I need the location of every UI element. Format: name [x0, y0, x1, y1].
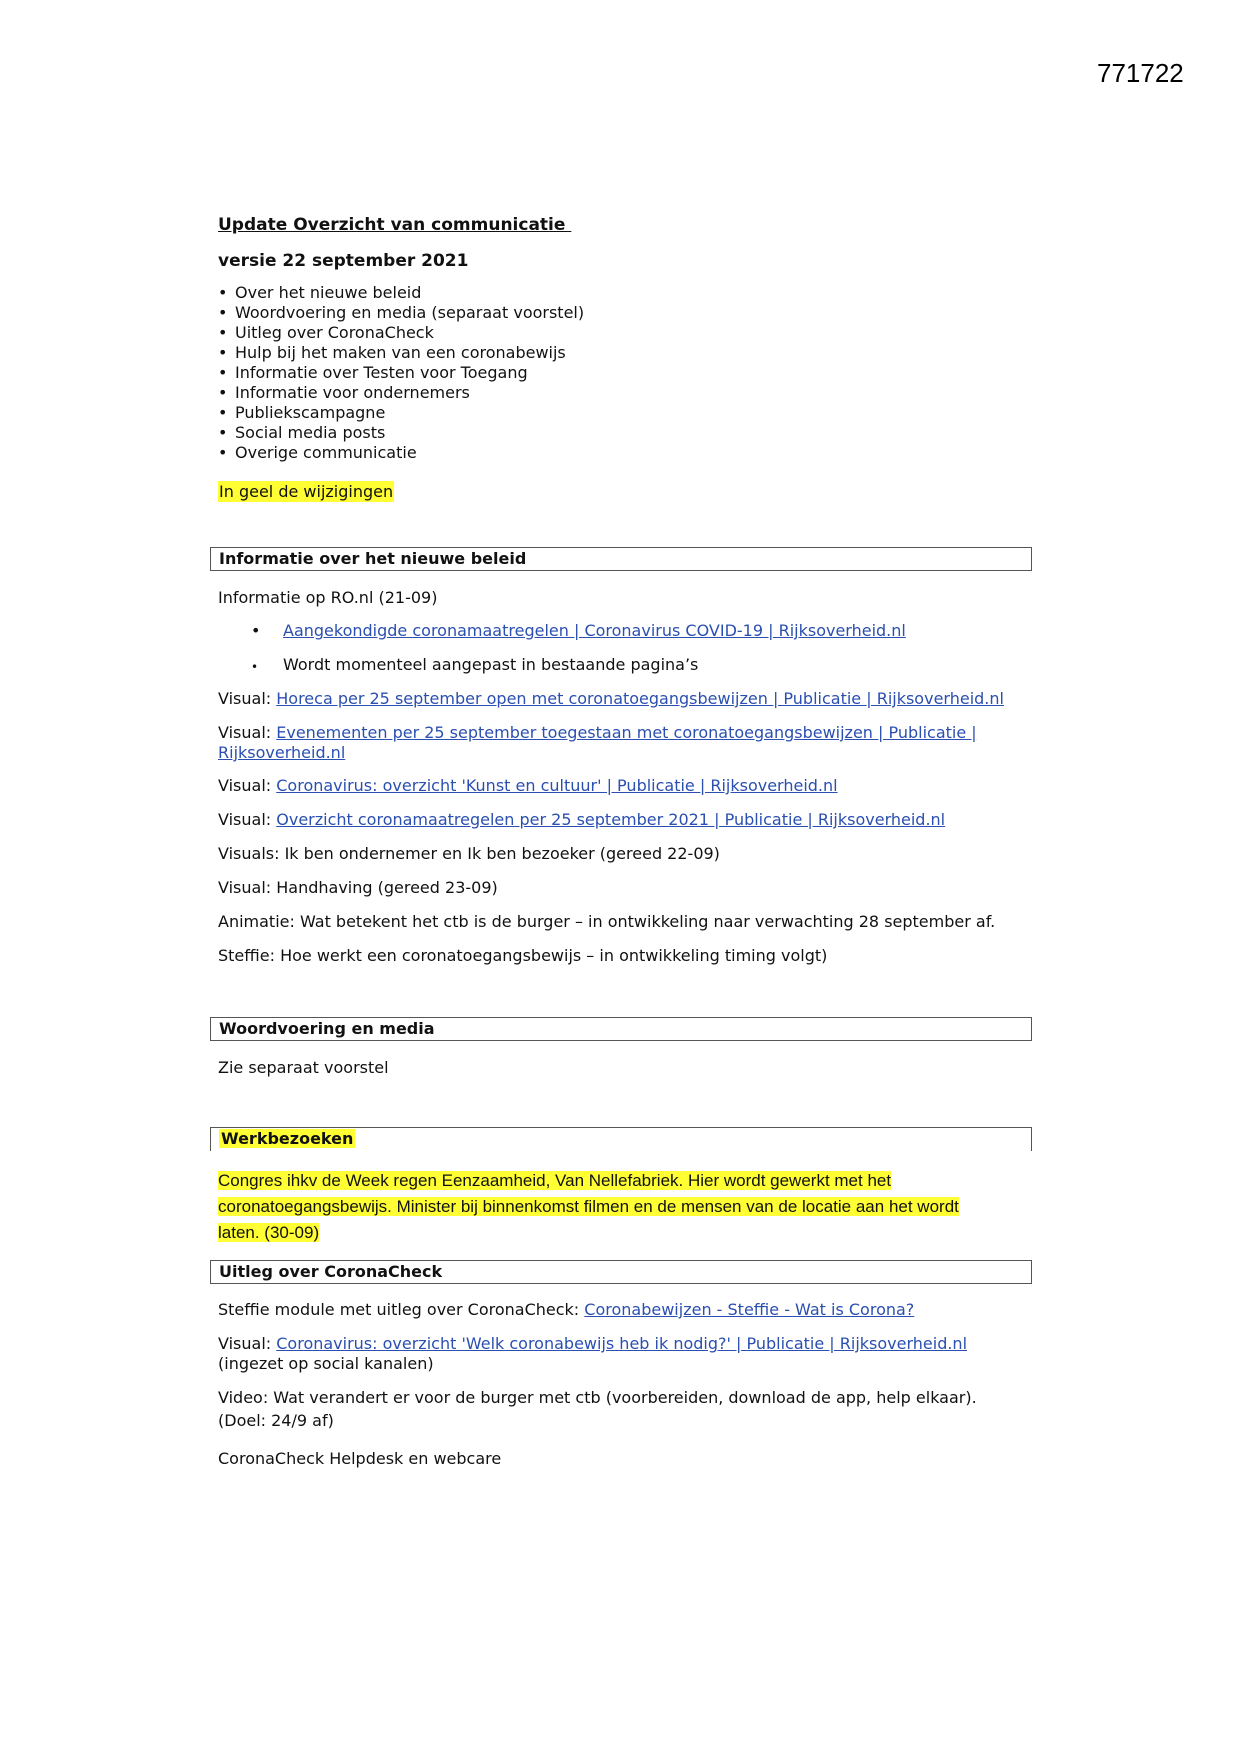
- toc-item: • Overige communicatie: [218, 443, 584, 463]
- toc-item: • Hulp bij het maken van een coronabewijs: [218, 343, 584, 363]
- table-of-contents: [218, 283, 584, 463]
- visual-kunst-cultuur: [218, 776, 838, 796]
- section-heading-woordvoering: Woordvoering en media: [210, 1017, 1032, 1041]
- visual-label: Visual:: [218, 776, 272, 795]
- visual-note: (ingezet op social kanalen): [218, 1354, 434, 1373]
- helpdesk-line: CoronaCheck Helpdesk en webcare: [218, 1449, 502, 1468]
- video-line: Video: Wat verandert er voor de burger met ctb (voorbereiden, download de app, help elkaar).: [218, 1388, 977, 1407]
- werkbezoeken-text: [218, 1168, 1038, 1246]
- toc-item: • Publiekscampagne: [218, 403, 584, 423]
- steffie-module: [218, 1300, 914, 1320]
- video-goal: (Doel: 24/9 af): [218, 1411, 334, 1430]
- toc-item: • Over het nieuwe beleid: [218, 283, 584, 303]
- werkbezoeken-line: laten. (30-09): [218, 1223, 320, 1242]
- woordvoering-text: Zie separaat voorstel: [218, 1058, 389, 1077]
- werkbezoeken-line: Congres ihkv de Week regen Eenzaamheid, Van Nellefabriek. Hier wordt gewerkt met het: [218, 1171, 892, 1190]
- section-heading-werkbezoeken: [210, 1127, 1032, 1151]
- link-aangekondigde-maatregelen[interactable]: Aangekondigde coronamaatregelen | Coronavirus COVID-19 | Rijksoverheid.nl: [283, 621, 906, 640]
- beleid-intro: Informatie op RO.nl (21-09): [218, 588, 438, 607]
- changes-note: In geel de wijzigingen: [219, 482, 394, 501]
- link-kunst-cultuur[interactable]: Coronavirus: overzicht 'Kunst en cultuur' | Publicatie | Rijksoverheid.nl: [276, 776, 838, 795]
- section-heading-coronacheck: Uitleg over CoronaCheck: [210, 1260, 1032, 1284]
- visual-welk-coronabewijs: [218, 1334, 967, 1354]
- toc-item: • Informatie voor ondernemers: [218, 383, 584, 403]
- toc-item: • Woordvoering en media (separaat voorstel): [218, 303, 584, 323]
- werkbezoeken-heading-text: Werkbezoeken: [221, 1129, 354, 1148]
- werkbezoeken-line: coronatoegangsbewijs. Minister bij binnenkomst filmen en de mensen van de locatie aan het wordt: [218, 1197, 959, 1216]
- visual-handhaving: Visual: Handhaving (gereed 23-09): [218, 878, 498, 897]
- visual-label: Visual:: [218, 810, 272, 829]
- visual-horeca: [218, 689, 1004, 709]
- link-horeca[interactable]: Horeca per 25 september open met coronatoegangsbewijzen | Publicatie | Rijksoverheid.nl: [276, 689, 1004, 708]
- beleid-sub-text: Wordt momenteel aangepast in bestaande pagina’s: [283, 655, 699, 674]
- visual-label: Visual:: [218, 723, 272, 742]
- steffie-line: Steffie: Hoe werkt een coronatoegangsbewijs – in ontwikkeling timing volgt): [218, 946, 828, 965]
- steffie-module-label: Steffie module met uitleg over CoronaCheck:: [218, 1300, 580, 1319]
- document-title: Update Overzicht van communicatie: [218, 215, 572, 235]
- link-evenementen[interactable]: Evenementen per 25 september toegestaan met coronatoegangsbewijzen | Publicatie | Rijksoverheid.nl: [218, 723, 977, 762]
- visual-overzicht-maatregelen: [218, 810, 945, 830]
- link-coronabewijzen-steffie[interactable]: Coronabewijzen - Steffie - Wat is Corona?: [584, 1300, 915, 1319]
- animatie-line: Animatie: Wat betekent het ctb is de burger – in ontwikkeling naar verwachting 28 september af.: [218, 912, 996, 931]
- toc-item: • Uitleg over CoronaCheck: [218, 323, 584, 343]
- toc-item: • Social media posts: [218, 423, 584, 443]
- section-heading-beleid: Informatie over het nieuwe beleid: [210, 547, 1032, 571]
- bullet-icon: •: [251, 621, 261, 640]
- visual-evenementen: [218, 723, 998, 763]
- visual-label: Visual:: [218, 1334, 272, 1353]
- visuals-ondernemer-bezoeker: Visuals: Ik ben ondernemer en Ik ben bezoeker (gereed 22-09): [218, 844, 720, 863]
- toc-item: • Informatie over Testen voor Toegang: [218, 363, 584, 383]
- document-number: 771722: [1097, 58, 1184, 88]
- link-welk-coronabewijs[interactable]: Coronavirus: overzicht 'Welk coronabewijs heb ik nodig?' | Publicatie | Rijksoverheid.nl: [276, 1334, 968, 1353]
- visual-label: Visual:: [218, 689, 272, 708]
- link-overzicht-maatregelen[interactable]: Overzicht coronamaatregelen per 25 september 2021 | Publicatie | Rijksoverheid.nl: [276, 810, 946, 829]
- document-version: versie 22 september 2021: [218, 251, 469, 271]
- bullet-icon: •: [251, 660, 259, 674]
